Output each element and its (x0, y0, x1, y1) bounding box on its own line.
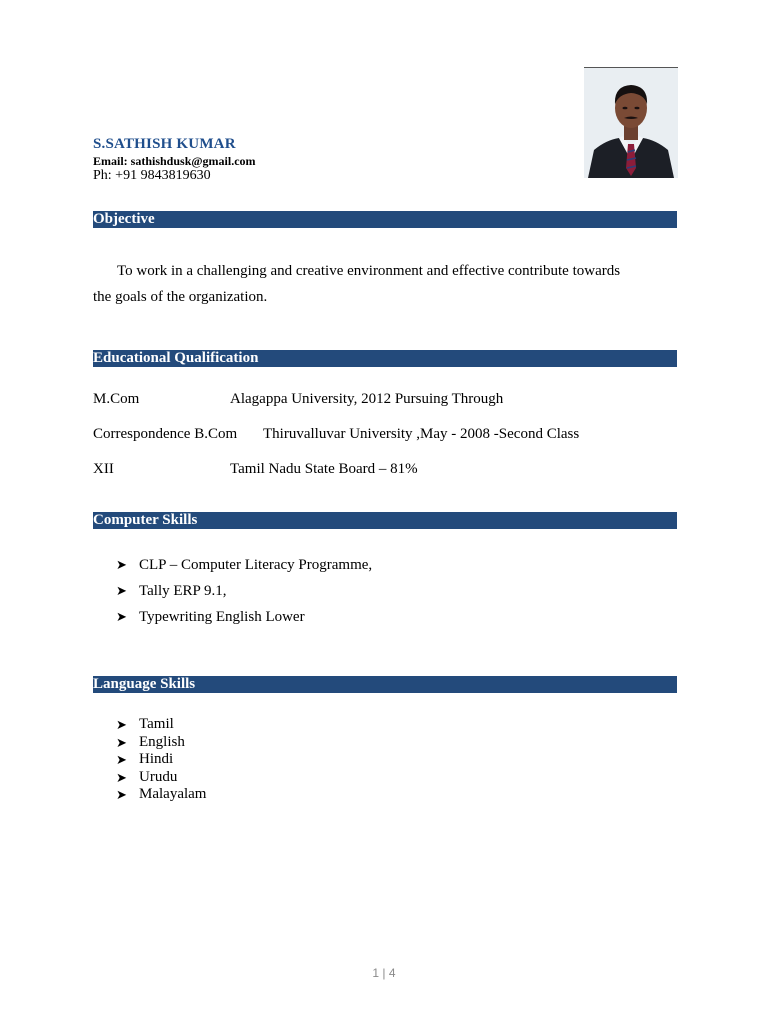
section-heading-computer-skills: Computer Skills (93, 512, 677, 529)
list-item (116, 716, 206, 734)
list-item (116, 786, 206, 804)
language-skills-list (116, 716, 206, 804)
profile-photo (584, 67, 678, 178)
education-degree: M.Com (93, 391, 140, 407)
arrowhead-bullet-icon: ➤ (116, 609, 127, 624)
arrowhead-bullet-icon: ➤ (116, 557, 127, 572)
arrowhead-bullet-icon: ➤ (116, 717, 127, 732)
list-item (116, 734, 206, 752)
education-row (93, 426, 580, 443)
arrowhead-bullet-icon: ➤ (116, 752, 127, 768)
education-degree: XII (93, 461, 114, 477)
objective-paragraph (93, 258, 677, 310)
education-details: Alagappa University, 2012 Pursuing Through (230, 391, 504, 407)
list-item-text: Typewriting English Lower (139, 609, 305, 625)
list-item-text: CLP – Computer Literacy Programme, (139, 557, 373, 573)
education-details: Tamil Nadu State Board – 81% (230, 461, 418, 477)
candidate-name: S.SATHISH KUMAR (93, 136, 236, 152)
objective-text-line2: the goals of the organization. (93, 289, 268, 305)
list-item-text: Malayalam (139, 786, 207, 803)
list-item-text: Urudu (139, 768, 178, 785)
education-details: Thiruvalluvar University ,May - 2008 -Second Class (263, 426, 580, 442)
arrowhead-bullet-icon: ➤ (116, 769, 127, 785)
list-item (116, 769, 206, 787)
email-text: Email: sathishdusk@gmail.com (93, 154, 256, 168)
section-heading-objective: Objective (93, 211, 677, 228)
list-item-text: English (139, 733, 185, 750)
list-item (116, 578, 372, 604)
section-heading-education: Educational Qualification (93, 350, 677, 367)
list-item (116, 604, 372, 630)
education-row (93, 461, 418, 478)
computer-skills-list (116, 552, 372, 630)
phone-text: Ph: +91 9843819630 (93, 168, 211, 183)
list-item-text: Hindi (139, 751, 174, 768)
section-heading-language-skills: Language Skills (93, 676, 677, 693)
page-number: 1 | 4 (372, 966, 396, 980)
objective-text-line1: To work in a challenging and creative environment and effective contribute towards (117, 263, 621, 279)
list-item (116, 552, 372, 578)
arrowhead-bullet-icon: ➤ (116, 583, 127, 598)
list-item (116, 751, 206, 769)
education-row (93, 391, 504, 408)
education-degree: Correspondence B.Com (93, 426, 238, 442)
arrowhead-bullet-icon: ➤ (116, 787, 127, 803)
list-item-text: Tally ERP 9.1, (139, 583, 227, 599)
arrowhead-bullet-icon: ➤ (116, 734, 127, 750)
person-photo-icon (584, 68, 678, 178)
list-item-text: Tamil (139, 716, 174, 732)
